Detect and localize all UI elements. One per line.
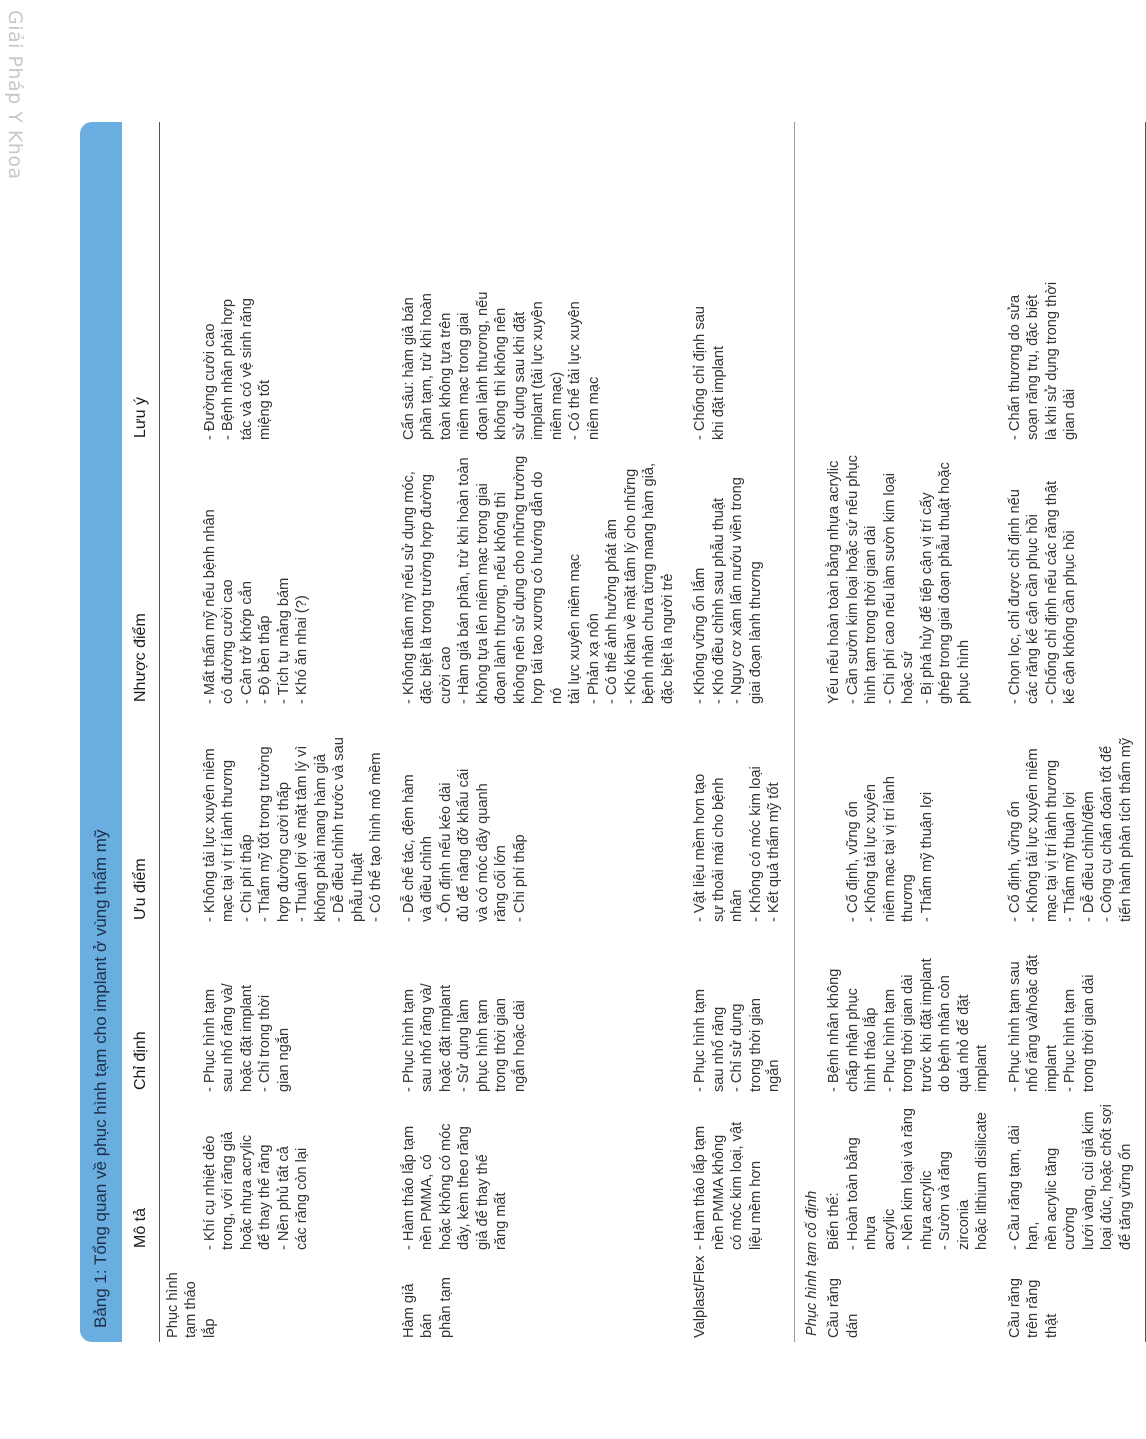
- cell-cons: [159, 446, 396, 710]
- cell-line: - Thẩm mỹ thuận lợi: [918, 791, 935, 922]
- cell-line: Biến thể:: [826, 1192, 842, 1250]
- header-cell: Ưu điểm: [122, 710, 159, 928]
- cell-line: - Có thể tải lực xuyên: [567, 301, 583, 440]
- cell-line: - Chỉ sử dụng: [729, 1003, 745, 1092]
- cell-line: răng mất: [493, 1192, 509, 1250]
- cell-line: phần tạm: [437, 1277, 454, 1338]
- cell-line: - Nền kim loại và răng: [900, 1108, 916, 1250]
- cell-indication: [821, 928, 1002, 1098]
- cell-line: trong, với răng giả: [220, 1131, 236, 1250]
- cell-line: [182, 452, 201, 704]
- cell-line: - Hàm giả bán phần, trừ khi hoàn toàn: [456, 457, 472, 704]
- cell-line: - Công cụ chẩn đoán tốt để: [1099, 745, 1115, 922]
- cell-line: miệng tốt: [257, 379, 273, 440]
- cell-notes: [159, 122, 396, 446]
- cell-line: ghép trong giai đoạn phẫu thuật hoặc: [937, 462, 953, 704]
- cell-desc: [159, 1098, 396, 1256]
- cell-line: nhựa acrylic: [918, 1170, 935, 1250]
- cell-line: acrylic: [881, 1208, 898, 1250]
- cell-line: loại đúc, hoặc chốt sợi: [1099, 1104, 1115, 1250]
- cell-line: Phục hình: [164, 1272, 181, 1338]
- cell-line: - Bệnh nhân không: [826, 968, 842, 1092]
- cell-line: - Thẩm mỹ tốt trong trường: [257, 746, 273, 922]
- cell-line: - Thẩm mỹ thuận lợi: [1062, 791, 1078, 922]
- cell-line: và điều chỉnh: [419, 835, 435, 922]
- cell-line: sau nhổ răng và/: [220, 983, 236, 1092]
- cell-line: chấp nhận phục: [844, 988, 861, 1092]
- cell-cons: [396, 446, 688, 710]
- table-row: [687, 122, 794, 1342]
- cell-line: sự thoải mái cho bệnh: [710, 777, 727, 922]
- cell-cons: [1002, 446, 1146, 710]
- cell-notes: [687, 122, 794, 446]
- cell-line: hợp đường cười thấp: [275, 782, 292, 922]
- cell-desc: [687, 1098, 794, 1256]
- rotated-table-page: [80, 122, 1134, 1342]
- cell-line: - Hàm tháo lắp tạm: [692, 1125, 708, 1250]
- cell-line: cười cao: [437, 646, 454, 704]
- cell-line: Cẩn sâu: hàm giả bán: [400, 297, 417, 440]
- table-row: [159, 122, 396, 1342]
- cell-line: - Không tải lực xuyên niêm: [1025, 748, 1041, 922]
- cell-line: nền PMMA không: [710, 1134, 727, 1250]
- cell-line: gian dài: [1062, 388, 1078, 440]
- cell-line: trước khi đặt implant: [918, 958, 935, 1092]
- cell-line: - Có thể ảnh hưởng phát âm: [604, 519, 620, 704]
- cell-line: thương: [900, 874, 916, 922]
- cell-notes: [1002, 122, 1146, 446]
- cell-line: - Khó khăn về mặt tâm lý cho những: [622, 468, 639, 704]
- cell-line: - Chi phí thấp: [511, 834, 528, 922]
- cell-line: - Thuận lợi về mặt tâm lý vì: [294, 745, 310, 922]
- cell-line: soạn răng trụ, đặc biệt: [1025, 294, 1041, 440]
- cell-line: khi đặt implant: [710, 345, 727, 440]
- cell-line: hình tạm trong thời gian dài: [863, 525, 879, 704]
- cell-line: đặc biệt là trong trường hợp đường: [419, 474, 435, 704]
- cell-line: sử dụng sau khi đặt: [511, 311, 528, 440]
- cell-line: ngắn: [766, 1059, 782, 1092]
- cell-line: có đường cười cao: [220, 579, 236, 704]
- cell-name: [821, 1256, 1002, 1342]
- cell-line: tạm tháo lắp: [183, 1281, 218, 1338]
- cell-line: các răng còn lại: [294, 1147, 310, 1250]
- cell-line: - Tích tụ mảng bám: [275, 577, 292, 704]
- cell-line: không phải mang hàm giả: [312, 754, 329, 922]
- cell-line: liệu mềm hơn: [747, 1160, 764, 1250]
- cell-line: ngắn hoặc dài: [511, 1000, 528, 1092]
- cell-line: nền PMMA, có: [419, 1154, 435, 1250]
- cell-line: - Cố định, vững ổn: [844, 801, 861, 922]
- cell-line: nhổ răng và/hoặc đặt: [1025, 954, 1041, 1092]
- cell-line: Hàm giả bán: [400, 1283, 435, 1338]
- cell-line: [164, 716, 183, 922]
- cell-line: - Chọn lọc, chỉ được chỉ định nếu: [1006, 489, 1023, 704]
- cell-line: nền acrylic tăng cường: [1043, 1147, 1078, 1250]
- cell-notes: [821, 122, 1002, 446]
- cell-line: trong thời gian: [493, 998, 509, 1092]
- group-label: Phục hình tạm cố định: [803, 1190, 820, 1336]
- cell-line: tải lực xuyên niêm mạc: [567, 553, 583, 704]
- cell-line: giả để thay thế: [474, 1154, 491, 1250]
- cell-line: - Độ bền thấp: [257, 615, 273, 704]
- cell-name: [687, 1256, 794, 1342]
- cell-line: - Không vững ổn lắm: [692, 567, 708, 704]
- cell-line: - Phục hình tạm: [201, 988, 218, 1092]
- cell-line: để tăng vững ổn: [1117, 1143, 1134, 1250]
- cell-line: đủ để nâng đỡ khẩu cái: [456, 768, 472, 922]
- cell-line: phẫu thuật: [349, 853, 366, 922]
- table-header-row: [122, 122, 159, 1342]
- cell-line: gian ngắn: [275, 1027, 292, 1092]
- cell-desc: [821, 1098, 1002, 1256]
- cell-line: - Khó điều chỉnh sau phẫu thuật: [710, 497, 727, 704]
- cell-line: implant: [1043, 1044, 1060, 1092]
- cell-line: sau nhổ răng: [710, 1006, 727, 1092]
- header-cell: Chỉ định: [122, 928, 159, 1098]
- cell-line: hoặc đặt implant: [238, 984, 255, 1092]
- cell-line: hoặc đặt implant: [437, 984, 454, 1092]
- cell-pros: [687, 710, 794, 928]
- cell-line: do bệnh nhân còn: [937, 975, 953, 1092]
- cell-indication: [1002, 928, 1146, 1098]
- cell-line: - Vật liệu mềm hơn tạo: [692, 773, 708, 922]
- cell-line: mạc tại vị trí lành thương: [220, 759, 236, 922]
- cell-indication: [687, 928, 794, 1098]
- cell-pros: [821, 710, 1002, 928]
- cell-line: - Không tải lực xuyên niêm: [201, 748, 218, 922]
- header-cell: Nhược điểm: [122, 446, 159, 710]
- cell-line: - Phục hình tạm: [1062, 988, 1078, 1092]
- header-cell: Mô tả: [122, 1098, 159, 1256]
- cell-line: - Sử dụng làm: [456, 999, 472, 1092]
- cell-line: Cầu răng dán: [826, 1277, 861, 1338]
- cell-line: - Dễ chế tác, đệm hàm: [400, 774, 417, 922]
- cell-line: hoặc sứ: [900, 651, 916, 704]
- cell-line: không thì không nên: [493, 307, 509, 440]
- cell-line: phục hình: [955, 639, 972, 704]
- cell-name: [396, 1256, 688, 1342]
- cell-line: - Sườn và răng zirconia: [937, 1151, 972, 1250]
- table-caption: Bảng 1: Tổng quan về phục hình tạm cho implant ở vùng thẩm mỹ: [80, 122, 122, 1342]
- cell-line: - Cầu răng tạm, dài hạn,: [1006, 1125, 1041, 1250]
- cell-line: - Không thẩm mỹ nếu sử dụng móc,: [400, 471, 417, 704]
- cell-line: - Cố định, vững ổn: [1006, 801, 1023, 922]
- cell-line: toàn không tựa trên: [437, 312, 454, 440]
- cell-line: - Dễ điều chỉnh/đệm: [1080, 791, 1097, 922]
- cell-line: - Phục hình tạm: [881, 988, 898, 1092]
- cell-line: trong thời gian dài: [900, 974, 916, 1092]
- cell-name: [1002, 1256, 1146, 1342]
- cell-line: - Phục hình tạm: [692, 988, 708, 1092]
- cell-line: - Phục hình tạm: [400, 988, 417, 1092]
- cell-line: - Chống chỉ định sau: [692, 306, 708, 440]
- cell-line: quá nhỏ để đặt: [955, 994, 972, 1092]
- table-row: [396, 122, 688, 1342]
- cell-line: tiến hành phân tích thẩm mỹ: [1117, 737, 1134, 922]
- cell-line: niêm mạc): [548, 371, 565, 440]
- cell-line: không tựa lên niêm mạc trong giai: [474, 483, 491, 704]
- cell-line: - Không tải lực xuyên: [863, 784, 879, 922]
- cell-line: đoạn lành thương, nếu: [474, 291, 491, 440]
- cell-line: trong thời gian dài: [1080, 974, 1097, 1092]
- cell-line: implant (tải lực xuyên: [530, 301, 546, 440]
- cell-line: dây, kèm theo răng: [456, 1126, 472, 1250]
- cell-line: - Cần sườn kim loại hoặc sứ nếu phục: [844, 455, 861, 704]
- cell-pros: [396, 710, 688, 928]
- cell-line: - Chấn thương do sửa: [1006, 294, 1023, 440]
- cell-line: là khi sử dụng trong thời: [1043, 281, 1060, 440]
- cell-line: [182, 1104, 201, 1250]
- cell-cons: [687, 446, 794, 710]
- cell-line: - Dễ điều chỉnh trước và sau: [331, 737, 347, 922]
- cell-line: để thay thế răng: [257, 1144, 273, 1250]
- cell-line: implant: [974, 1044, 990, 1092]
- cell-line: - Khó ăn nhai (?): [294, 595, 310, 704]
- cell-line: giai đoạn lành thương: [747, 561, 764, 704]
- table-row: [821, 122, 1002, 1342]
- cell-line: [164, 1104, 183, 1250]
- cell-line: - Phản xạ nôn: [585, 613, 602, 704]
- cell-desc: [1002, 1098, 1146, 1256]
- cell-line: - Hoàn toàn bằng nhựa: [844, 1137, 879, 1250]
- table-row: [1002, 122, 1146, 1342]
- cell-line: - Bệnh nhân phải hợp: [220, 298, 236, 440]
- cell-indication: [159, 928, 396, 1098]
- cell-line: đặc biệt là người trẻ: [659, 573, 676, 704]
- cell-line: [825, 716, 844, 922]
- cell-line: bệnh nhân chưa từng mang hàm giả,: [641, 462, 657, 704]
- cell-line: - Ổn định nếu kéo dài: [437, 782, 454, 922]
- cell-line: phần tạm, trừ khi hoàn: [419, 293, 435, 440]
- cell-line: - Có thể tạo hình mô mềm: [368, 752, 384, 922]
- group-row: [794, 122, 821, 1342]
- cell-line: [182, 128, 201, 440]
- cell-cons: [821, 446, 1002, 710]
- cell-line: sau nhổ răng và/: [419, 983, 435, 1092]
- cell-line: niêm mạc trong giai: [456, 312, 472, 440]
- cell-line: [164, 452, 183, 704]
- cell-line: hình tháo lắp: [863, 1007, 879, 1092]
- cell-line: - Cản trở khớp cắn: [238, 581, 255, 704]
- cell-line: - Chi phí cao nếu làm sườn kim loại: [881, 472, 898, 704]
- cell-line: không nên sử dụng cho những trường: [511, 455, 528, 704]
- cell-name: [159, 1256, 396, 1342]
- cell-line: hoặc không có móc: [437, 1123, 454, 1250]
- cell-line: [182, 934, 201, 1092]
- cell-line: niêm mạc tại vị trí lành: [881, 776, 898, 922]
- cell-line: hợp tái tạo xương có hướng dẫn do nó: [530, 471, 565, 704]
- cell-line: [164, 934, 183, 1092]
- cell-pros: [1002, 710, 1146, 928]
- header-cell: Lưu ý: [122, 122, 159, 446]
- cell-line: - Nguy cơ xâm lấn nướu viền trong: [729, 477, 745, 704]
- cell-pros: [159, 710, 396, 928]
- header-cell: [122, 1256, 159, 1342]
- cell-line: - Khí cụ nhiệt dẻo: [201, 1135, 218, 1250]
- cell-line: có móc kim loại, vật: [729, 1121, 745, 1250]
- cell-line: và có móc dây quanh: [474, 783, 491, 922]
- cell-line: phục hình tạm: [474, 999, 491, 1092]
- cell-line: hoặc lithium disilicate: [974, 1112, 990, 1250]
- cell-line: tác và có vệ sinh răng: [238, 298, 255, 440]
- cell-line: - Phục hình tạm sau: [1006, 961, 1023, 1092]
- cell-line: Valplast/Flex: [692, 1255, 708, 1338]
- cell-line: kế cận không cần phục hồi: [1062, 530, 1078, 704]
- cell-line: - Chi phí thấp: [238, 834, 255, 922]
- cell-line: niêm mạc: [585, 376, 602, 440]
- cell-line: răng cối lớn: [493, 845, 509, 922]
- cell-line: Cầu răng: [1006, 1277, 1023, 1338]
- cell-line: - Mất thẩm mỹ nếu bệnh nhân: [201, 509, 218, 704]
- cell-line: đoạn lành thương, nếu không thì: [493, 491, 509, 704]
- cell-line: - Nền phủ tất cả: [275, 1146, 292, 1250]
- cell-desc: [396, 1098, 688, 1256]
- cell-line: - Chỉ trong thời: [257, 994, 273, 1092]
- overview-table: [122, 122, 1146, 1342]
- cell-indication: [396, 928, 688, 1098]
- cell-line: [182, 716, 201, 922]
- cell-line: - Kết quả thẩm mỹ tốt: [766, 782, 782, 922]
- cell-line: trong thời gian: [747, 998, 764, 1092]
- cell-line: - Chống chỉ định nếu các răng thật: [1043, 480, 1060, 704]
- cell-notes: [396, 122, 688, 446]
- cell-line: - Bị phá hủy để tiếp cận vị trí cấy: [918, 492, 935, 704]
- cell-line: [164, 128, 183, 440]
- cell-line: mạc tại vị trí lành thương: [1043, 759, 1060, 922]
- cell-line: lưới vàng, cùi giả kim: [1080, 1111, 1097, 1250]
- watermark: Giải Pháp Y Khoa: [4, 10, 26, 180]
- cell-line: Yếu nếu hoàn toàn bằng nhựa acrylic: [826, 460, 842, 704]
- cell-line: - Không có móc kim loại: [747, 766, 764, 922]
- cell-line: nhân: [729, 889, 745, 922]
- cell-line: trên răng thật: [1025, 1279, 1060, 1338]
- cell-line: - Đường cười cao: [201, 323, 218, 440]
- cell-line: các răng kế cận cần phục hồi: [1025, 514, 1041, 704]
- cell-line: - Hàm tháo lắp tạm: [400, 1125, 417, 1250]
- cell-line: hoặc nhựa acrylic: [238, 1134, 255, 1250]
